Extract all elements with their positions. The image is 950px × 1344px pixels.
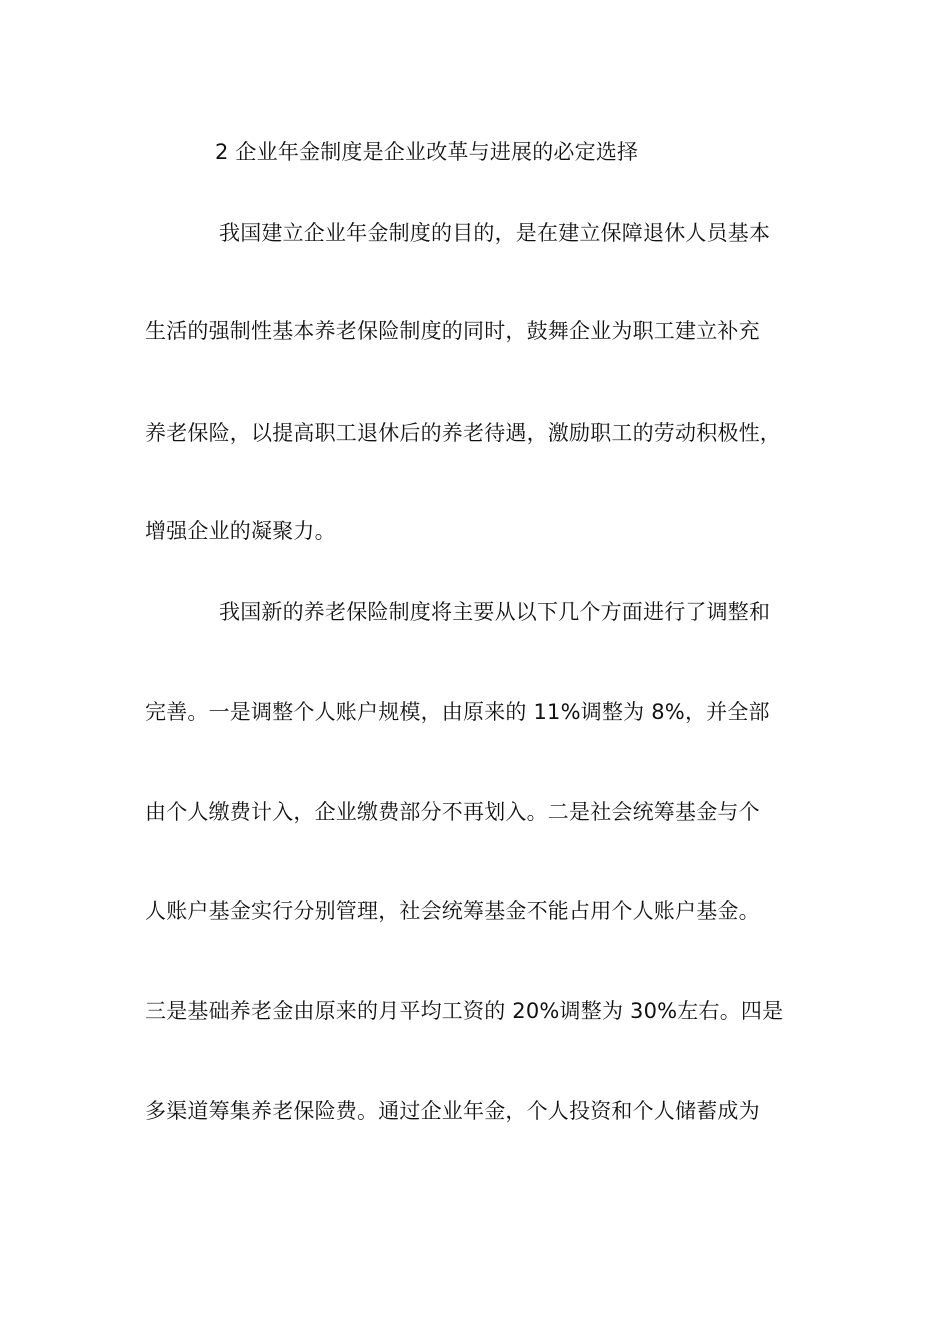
paragraph-line: 我国建立企业年金制度的目的，是在建立保障退休人员基本: [219, 221, 771, 245]
paragraph-line: 增强企业的凝聚力。: [145, 519, 336, 543]
paragraph-line: 多渠道筹集养老保险费。通过企业年金，个人投资和个人储蓄成为: [145, 1099, 760, 1123]
section-heading: 2 企业年金制度是企业改革与进展的必定选择: [215, 140, 639, 164]
paragraph-line: 人账户基金实行分别管理，社会统筹基金不能占用个人账户基金。: [145, 899, 760, 923]
paragraph-line: 生活的强制性基本养老保险制度的同时，鼓舞企业为职工建立补充: [145, 319, 760, 343]
paragraph-line: 养老保险，以提高职工退休后的养老待遇，激励职工的劳动积极性，: [145, 421, 781, 445]
paragraph-line: 三是基础养老金由原来的月平均工资的 20%调整为 30%左右。四是: [145, 999, 784, 1023]
paragraph-line: 由个人缴费计入，企业缴费部分不再划入。二是社会统筹基金与个: [145, 800, 760, 824]
paragraph-line: 完善。一是调整个人账户规模，由原来的 11%调整为 8%，并全部: [145, 700, 770, 724]
paragraph-line: 我国新的养老保险制度将主要从以下几个方面进行了调整和: [219, 600, 771, 624]
